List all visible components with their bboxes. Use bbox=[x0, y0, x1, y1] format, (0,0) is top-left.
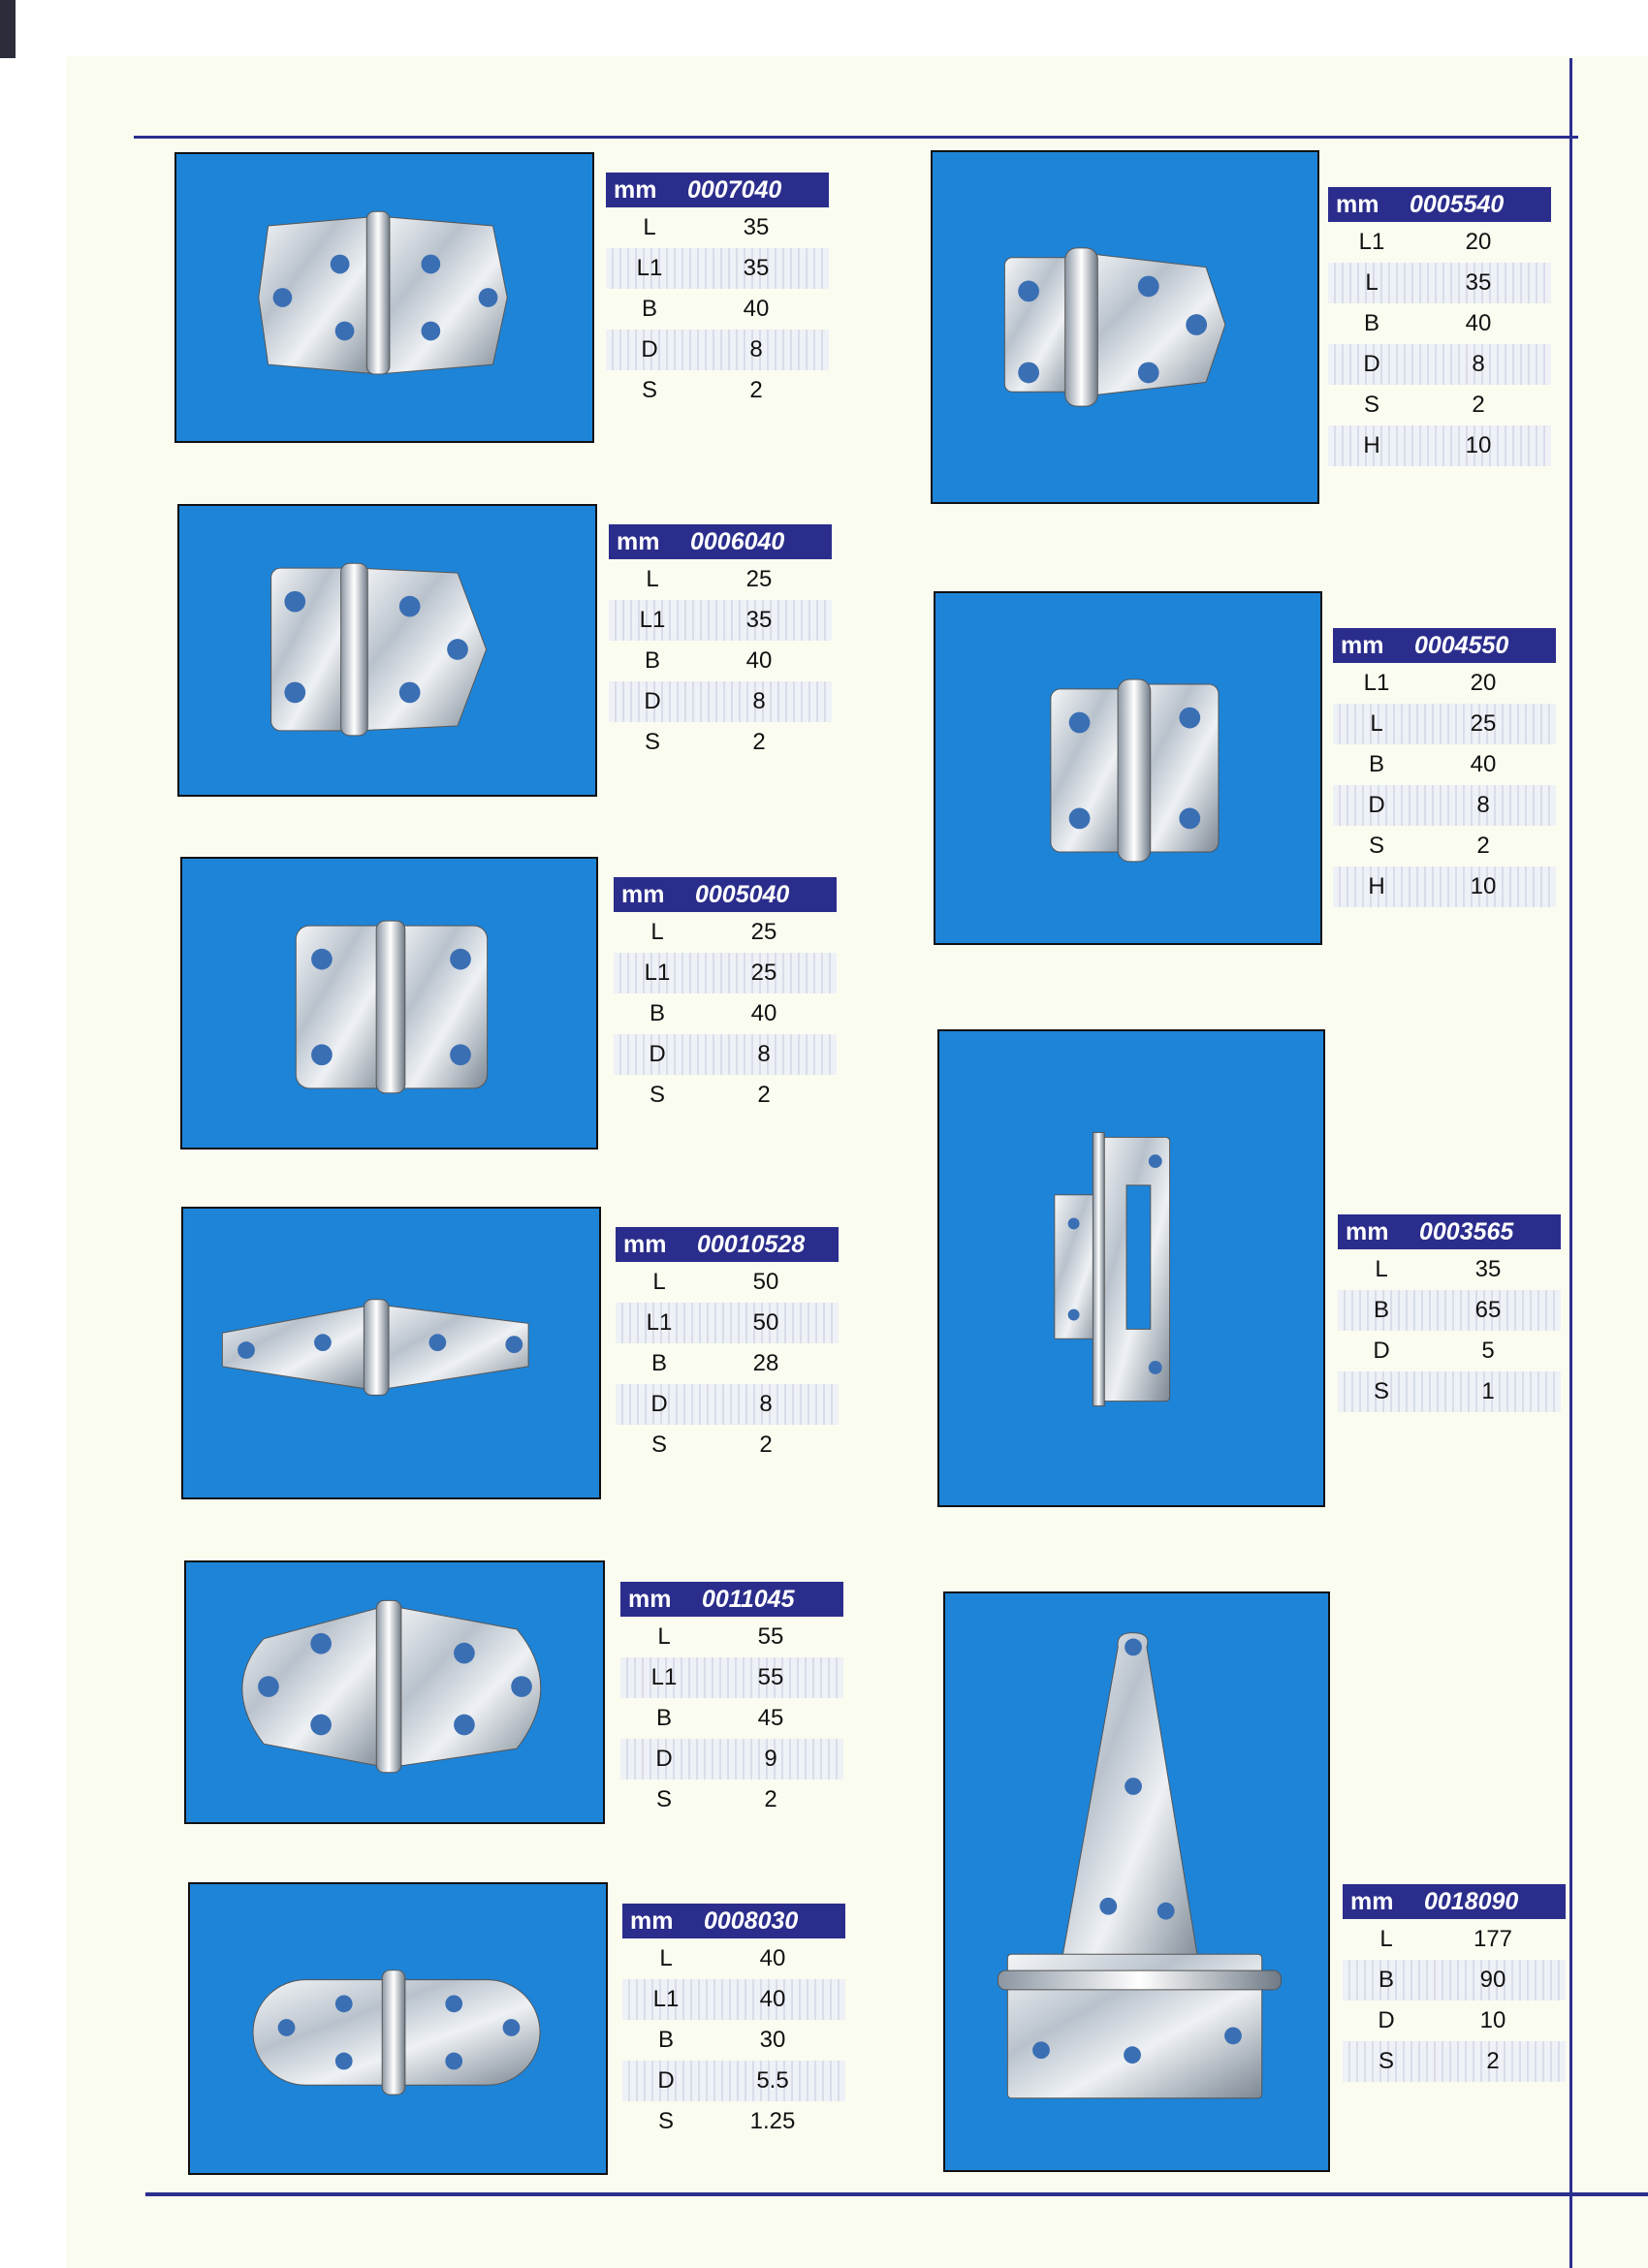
spec-row: L 35 bbox=[1328, 263, 1551, 303]
hinge-photo-0018090 bbox=[943, 1591, 1330, 2172]
hinge-photo-0005040 bbox=[180, 857, 598, 1150]
spec-header: mm 0005540 bbox=[1328, 187, 1551, 222]
spec-row: S 2 bbox=[649, 1082, 771, 1108]
spec-row: L1 40 bbox=[622, 1979, 845, 2020]
spec-row: L 25 bbox=[646, 566, 773, 592]
spec-row: B 40 bbox=[649, 1000, 777, 1026]
spec-row: S 2 bbox=[641, 377, 763, 403]
top-rule bbox=[134, 136, 1578, 139]
spec-table-0018090 bbox=[1343, 1884, 1566, 2082]
spec-row: L 40 bbox=[659, 1945, 786, 1971]
spec-table-00010528 bbox=[616, 1227, 839, 1465]
spec-row: L 35 bbox=[1375, 1256, 1502, 1282]
spec-table-0008030 bbox=[622, 1904, 845, 2142]
hinge-photo-0005540 bbox=[931, 150, 1319, 504]
spec-row: L 177 bbox=[1379, 1926, 1513, 1952]
spec-table-0006040 bbox=[609, 524, 832, 763]
right-rule bbox=[1569, 58, 1572, 2268]
spec-row: B 30 bbox=[657, 2027, 786, 2053]
spec-row: H 10 bbox=[1328, 425, 1551, 466]
spec-row: L1 25 bbox=[614, 953, 837, 993]
spec-header: mm 0007040 bbox=[606, 173, 829, 207]
spec-row: D 9 bbox=[620, 1739, 843, 1780]
spec-row: D 8 bbox=[616, 1384, 839, 1425]
spec-row: S 1.25 bbox=[657, 2108, 796, 2134]
spec-row: B 40 bbox=[1363, 310, 1492, 336]
spec-row: B 40 bbox=[1368, 751, 1497, 777]
spec-row: D 10 bbox=[1378, 2007, 1506, 2033]
hinge-photo-0004550 bbox=[934, 591, 1322, 945]
spec-header: mm 0003565 bbox=[1338, 1214, 1561, 1249]
spec-row: B 65 bbox=[1338, 1290, 1561, 1331]
spec-table-0003565 bbox=[1338, 1214, 1561, 1412]
hinge-photo-00010528 bbox=[181, 1207, 601, 1499]
hinge-photo-0008030 bbox=[188, 1882, 608, 2175]
spec-row: B 90 bbox=[1343, 1960, 1566, 2000]
spec-row: D 8 bbox=[609, 681, 832, 722]
spec-row: S 2 bbox=[1363, 392, 1485, 418]
spec-row: D 8 bbox=[614, 1034, 837, 1075]
spec-table-0007040 bbox=[606, 173, 829, 411]
bottom-rule bbox=[145, 2192, 1648, 2196]
spec-header: mm 00010528 bbox=[616, 1227, 839, 1262]
spec-row: B 40 bbox=[644, 647, 773, 674]
spec-row: L1 55 bbox=[620, 1657, 843, 1698]
spec-row: D 5 bbox=[1373, 1338, 1495, 1364]
spec-header: mm 0018090 bbox=[1343, 1884, 1566, 1919]
spec-header: mm 0004550 bbox=[1333, 628, 1556, 663]
spec-table-0011045 bbox=[620, 1582, 843, 1820]
spec-table-0004550 bbox=[1333, 628, 1556, 907]
spec-row: L 25 bbox=[650, 919, 777, 945]
spec-table-0005540 bbox=[1328, 187, 1551, 466]
hinge-photo-0006040 bbox=[177, 504, 597, 797]
spec-table-0005040 bbox=[614, 877, 837, 1116]
spec-row: B 40 bbox=[641, 296, 770, 322]
spec-row: L1 35 bbox=[609, 600, 832, 641]
spec-header: mm 0006040 bbox=[609, 524, 832, 559]
spec-row: S 2 bbox=[655, 1786, 777, 1812]
spec-row: L1 50 bbox=[616, 1303, 839, 1343]
spec-row: B 45 bbox=[655, 1705, 784, 1731]
spec-row: L1 35 bbox=[606, 248, 829, 289]
spec-row: D 8 bbox=[1328, 344, 1551, 385]
spec-row: L 35 bbox=[643, 214, 770, 240]
hinge-photo-0011045 bbox=[184, 1560, 605, 1824]
spec-row: S 1 bbox=[1338, 1371, 1561, 1412]
spec-row: D 8 bbox=[606, 330, 829, 370]
spec-header: mm 0008030 bbox=[622, 1904, 845, 1938]
spec-row: S 2 bbox=[650, 1432, 773, 1458]
spec-row: L1 20 bbox=[1363, 670, 1497, 696]
spec-row: D 5.5 bbox=[622, 2061, 845, 2101]
hinge-photo-0007040 bbox=[174, 152, 594, 443]
spec-row: S 2 bbox=[644, 729, 766, 755]
spec-row: D 8 bbox=[1333, 785, 1556, 826]
hinge-photo-0003565 bbox=[937, 1029, 1325, 1507]
spec-row: L 50 bbox=[652, 1269, 779, 1295]
spec-row: L 25 bbox=[1333, 704, 1556, 744]
spec-row: H 10 bbox=[1333, 866, 1556, 907]
spec-row: B 28 bbox=[650, 1350, 779, 1376]
spec-row: L1 20 bbox=[1358, 229, 1492, 255]
spec-row: S 2 bbox=[1368, 833, 1490, 859]
spec-row: S 2 bbox=[1343, 2041, 1566, 2082]
spec-row: L 55 bbox=[657, 1623, 784, 1650]
spec-header: mm 0005040 bbox=[614, 877, 837, 912]
binder-edge bbox=[0, 0, 16, 58]
spec-header: mm 0011045 bbox=[620, 1582, 843, 1617]
